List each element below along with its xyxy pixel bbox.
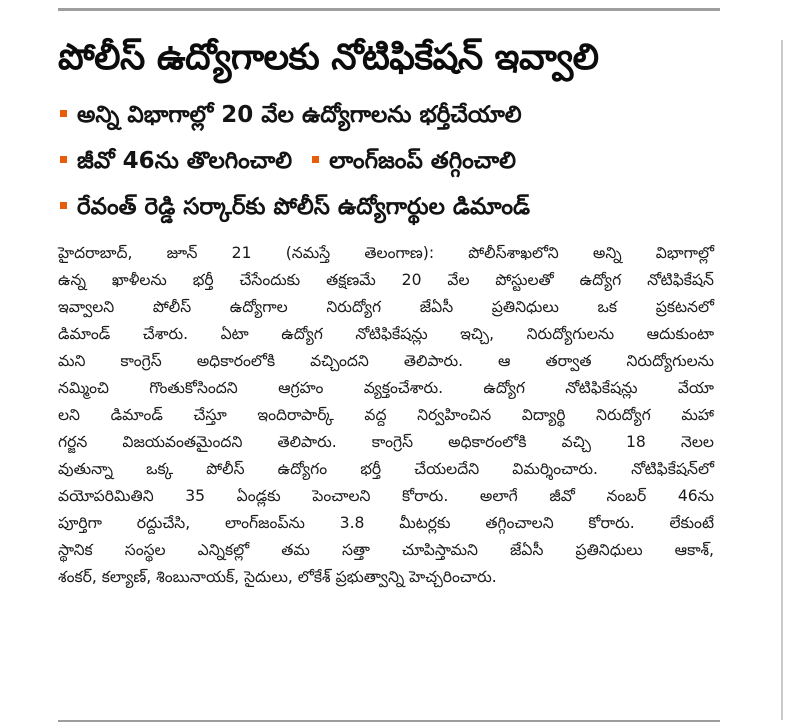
body-line: వయోపరిమితిని 35 ఏండ్లకు పెంచాలని కోరారు. అలాగే జీవో నంబర్ 46ను (58, 487, 714, 505)
bullet-icon (60, 110, 67, 117)
subheading-text: జీవో 46ను తొలగించాలి (77, 148, 293, 174)
body-line: స్థానిక సంస్థల ఎన్నికల్లో తమ సత్తా చూపిస్తామని జేఏసీ ప్రతినిధులు ఆకాశ్, (58, 541, 714, 559)
subheadings (58, 92, 758, 230)
bullet-icon (60, 202, 67, 209)
headline: పోలీస్ ఉద్యోగాలకు నోటిఫికేషన్ ఇవ్వాలి (58, 37, 599, 78)
subheading-text: అన్ని విభాగాల్లో 20 వేల ఉద్యోగాలను భర్తీచేయాలి (77, 102, 522, 128)
body-line: ఉన్న ఖాళీలను భర్తీ చేసేందుకు తక్షణమే 20 వేల పోస్టులతో ఉద్యోగ నోటిఫికేషన్ (58, 271, 714, 289)
body-line: శంకర్, కల్యాణ్, శింబునాయక్, సైదులు, లోకేశ్ ప్రభుత్వాన్ని హెచ్చరించారు. (58, 568, 497, 586)
body-line: ఇవ్వాలని పోలీస్ ఉద్యోగాల నిరుద్యోగ జేఏసీ ప్రతినిధులు ఒక ప్రకటనలో (58, 298, 714, 316)
body-line: హైదరాబాద్, జూన్ 21 (నమస్తే తెలంగాణ): పోలీస్‌శాఖలోని అన్ని విభాగాల్లో (58, 244, 714, 262)
subheading-line (58, 92, 758, 138)
body-line: నమ్మించి గొంతుకోసిందని ఆగ్రహం వ్యక్తంచేశారు. ఉద్యోగ నోటిఫికేషన్లు వేయా (58, 379, 714, 397)
bullet-icon (312, 156, 319, 163)
body-line: వుతున్నా ఒక్క పోలీస్ ఉద్యోగం భర్తీ చేయలదేని విమర్శించారు. నోటిఫికేషన్‌లో (58, 460, 714, 478)
subheading-text: రేవంత్ రెడ్డి సర్కార్‌కు పోలీస్ ఉద్యోగార్థుల డిమాండ్ (77, 194, 531, 220)
subheading-line (58, 138, 758, 184)
body-line: పూర్తిగా రద్దుచేసి, లాంగ్‌జంప్‌ను 3.8 మీటర్లకు తగ్గించాలని కోరారు. లేకుంటే (58, 514, 714, 532)
body-line: లని డిమాండ్ చేస్తూ ఇందిరాపార్క్ వద్ద నిర్వహించిన విద్యార్థి నిరుద్యోగ మహా (58, 406, 714, 424)
bottom-rule (58, 720, 720, 722)
article-body (58, 240, 758, 591)
bullet-icon (60, 156, 67, 163)
subheading-line (58, 184, 758, 230)
news-article (58, 30, 758, 591)
body-line: గర్జన విజయవంతమైందని తెలిపారు. కాంగ్రెస్ అధికారంలోకి వచ్చి 18 నెలల (58, 433, 714, 451)
column-divider (781, 40, 783, 720)
subheading-text: లాంగ్‌జంప్ తగ్గించాలి (329, 148, 517, 174)
top-rule (58, 8, 720, 11)
body-line: మని కాంగ్రెస్ అధికారంలోకి వచ్చిందని తెలిపారు. ఆ తర్వాత నిరుద్యోగులను (58, 352, 714, 370)
body-line: డిమాండ్ చేశారు. ఏటా ఉద్యోగ నోటిఫికేషన్లు ఇచ్చి, నిరుద్యోగులను ఆదుకుంటా (58, 325, 714, 343)
